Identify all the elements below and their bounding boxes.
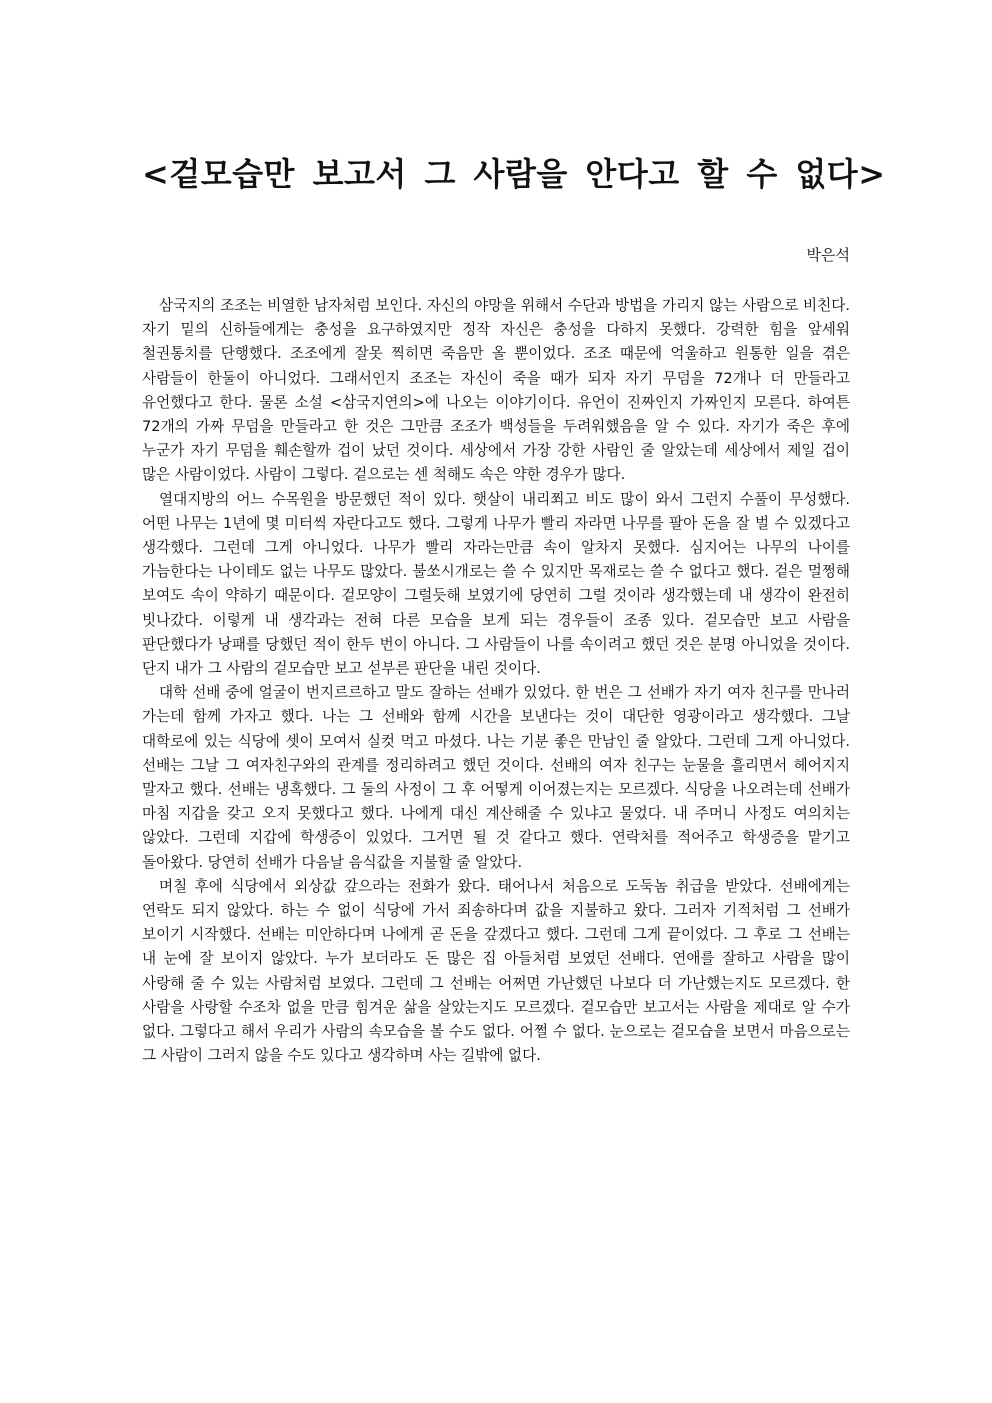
paragraph: 열대지방의 어느 수목원을 방문했던 적이 있다. 햇살이 내리쬐고 비도 많이 와서 그런지 수풀이 무성했다. 어떤 나무는 1년에 몇 미터씩 자란다고도 했다. 그렇게 나무가 빨리 자라면 나무를 팔아 돈을 잘 벌 수 있겠다고 생각했다. 그런데 그게 아니었다. 나무가 빨리 자라는만큼 속이 알차지 못했다. 심지어는 나무의 나이를 가늠한다는 나이테도 없는 나무도 많았다. 불쏘시개로는 쓸 수 있지만 목재로는 쓸 수 없다고 했다. 겉은 멀쩡해 보여도 속이 약하기 때문이다. 겉모양이 그럴듯해 보였기에 당연히 그럴 것이라 생각했는데 내 생각이 완전히 빗나갔다. 이렇게 내 생각과는 전혀 다른 모습을 보게 되는 경우들이 조종 있다. 겉모습만 보고 사람을 판단했다가 낭패를 당했던 적이 한두 번이 아니다. 그 사람들이 나를 속이려고 했던 것은 분명 아니었을 것이다. 단지 내가 그 사람의 겉모습만 보고 섣부른 판단을 내린 것이다. bbox=[142, 490, 850, 678]
author-name: 박은석 bbox=[806, 246, 850, 264]
paragraph: 대학 선배 중에 얼굴이 번지르르하고 말도 잘하는 선배가 있었다. 한 번은 그 선배가 자기 여자 친구를 만나러 가는데 함께 가자고 했다. 나는 그 선배와 함께 시간을 보낸다는 것이 대단한 영광이라고 생각했다. 그날 대학로에 있는 식당에 셋이 모여서 실컷 먹고 마셨다. 나는 기분 좋은 만남인 줄 알았다. 그런데 그게 아니었다. 선배는 그날 그 여자친구와의 관계를 정리하려고 했던 것이다. 선배의 여자 친구는 눈물을 흘리면서 헤어지지 말자고 했다. 선배는 냉혹했다. 그 둘의 사정이 그 후 어떻게 이어졌는지는 모르겠다. 식당을 나오려는데 선배가 마침 지갑을 갖고 오지 못했다고 했다. 나에게 대신 계산해줄 수 있냐고 물었다. 내 주머니 사정도 여의치는 않았다. 그런데 지갑에 학생증이 있었다. 그거면 될 것 같다고 했다. 연락처를 적어주고 학생증을 맡기고 돌아왔다. 당연히 선배가 다음날 음식값을 지불할 줄 알았다. bbox=[142, 684, 850, 871]
document-body bbox=[142, 294, 850, 1069]
document-title: <겉모습만 보고서 그 사람을 안다고 할 수 없다> bbox=[142, 155, 886, 193]
paragraph: 며칠 후에 식당에서 외상값 갚으라는 전화가 왔다. 태어나서 처음으로 도둑놈 취급을 받았다. 선배에게는 연락도 되지 않았다. 하는 수 없이 식당에 가서 죄송하다며 값을 지불하고 왔다. 그러자 기적처럼 그 선배가 보이기 시작했다. 선배는 미안하다며 나에게 곧 돈을 갚겠다고 했다. 그런데 그게 끝이었다. 그 후로 그 선배는 내 눈에 잘 보이지 않았다. 누가 보더라도 돈 많은 집 아들처럼 보였던 선배다. 연애를 잘하고 사람을 많이 사랑해 줄 수 있는 사람처럼 보였다. 그런데 그 선배는 어쩌면 가난했던 나보다 더 가난했는지도 모르겠다. 한 사람을 사랑할 수조차 없을 만큼 힘겨운 삶을 살았는지도 모르겠다. 겉모습만 보고서는 사람을 제대로 알 수가 없다. 그렇다고 해서 우리가 사람의 속모습을 볼 수도 없다. 어쩔 수 없다. 눈으로는 겉모습을 보면서 마음으로는 그 사람이 그러지 않을 수도 있다고 생각하며 사는 길밖에 없다. bbox=[142, 877, 850, 1065]
paragraph: 삼국지의 조조는 비열한 남자처럼 보인다. 자신의 야망을 위해서 수단과 방법을 가리지 않는 사람으로 비친다. 자기 밑의 신하들에게는 충성을 요구하였지만 정작 자신은 충성을 다하지 못했다. 강력한 힘을 앞세워 철권통치를 단행했다. 조조에게 잘못 찍히면 죽음만 올 뿐이었다. 조조 때문에 억울하고 원통한 일을 겪은 사람들이 한둘이 아니었다. 그래서인지 조조는 자신이 죽을 때가 되자 자기 무덤을 72개나 더 만들라고 유언했다고 한다. 물론 소설 <삼국지연의>에 나오는 이야기이다. 유언이 진짜인지 가짜인지 모른다. 하여튼 72개의 가짜 무덤을 만들라고 한 것은 그만큼 조조가 백성들을 두려워했음을 알 수 있다. 자기가 죽은 후에 누군가 자기 무덤을 훼손할까 겁이 났던 것이다. 세상에서 가장 강한 사람인 줄 알았는데 세상에서 제일 겁이 많은 사람이었다. 사람이 그렇다. 겉으로는 센 척해도 속은 약한 경우가 많다. bbox=[142, 297, 850, 484]
